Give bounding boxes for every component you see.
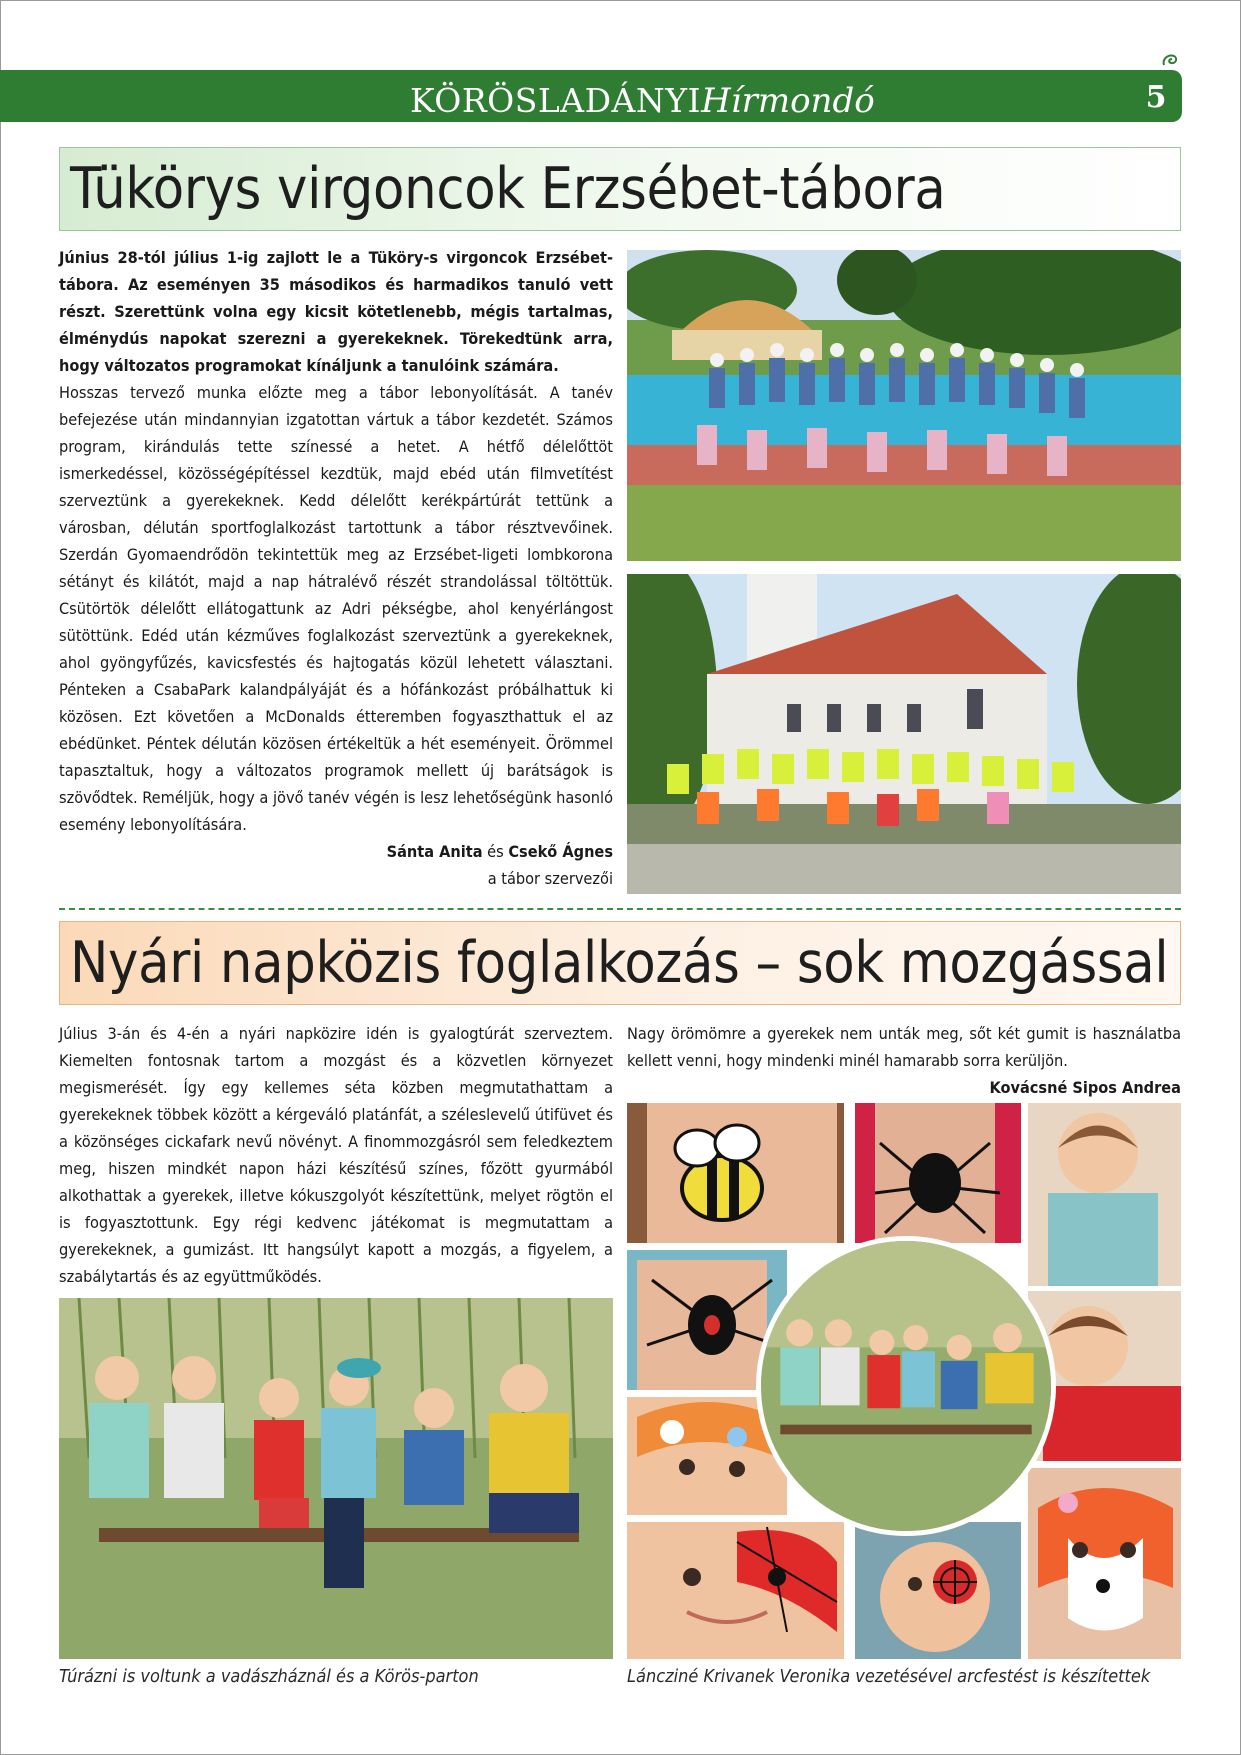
section-divider: [59, 908, 1181, 910]
article1-lead: Június 28-tól július 1-ig zajlott le a Tüköry-s virgoncok Erzsébet-tábora. Az eseményen 35 másodikos és harmadikos tanuló vett részt. Szerettünk volna egy kicsit kötetlenebb, mégis tartalmas, élménydús napokat szerezni a gyerekeknek. Törekedtünk arra, hogy változatos programokat kínáljunk a tanulóink számára.: [59, 248, 613, 375]
article2-signature: [627, 1074, 1181, 1101]
article1-text: [59, 244, 613, 892]
article2-body-right: Nagy örömömre a gyerekek nem unták meg, sőt két gumit is használatba kellett venni, hogy mindenki minél hamarabb sorra kerüljön.: [627, 1024, 1181, 1070]
article2-text-right: [627, 1020, 1181, 1101]
photo-spiderweb-eye: [855, 1522, 1021, 1659]
photo-pool-group: [627, 250, 1181, 561]
author-joiner: és: [482, 842, 509, 861]
article1-signature: [59, 838, 613, 865]
photo-church-group: [627, 574, 1181, 894]
masthead: [410, 80, 875, 122]
photo-spider-arm: [855, 1103, 1021, 1243]
photo-children-circle: [756, 1236, 1056, 1536]
author-cseko-agnes: Csekő Ágnes: [508, 842, 613, 861]
photo-boy-smiling: [1028, 1103, 1181, 1286]
caption-face-painting: Láncziné Krivanek Veronika vezetésével arcfestést is készítettek: [627, 1666, 1151, 1687]
photo-bee-arm: [627, 1103, 844, 1243]
article1-title: Tükörys virgoncok Erzsébet-tábora: [70, 156, 946, 222]
article1-body: Hosszas tervező munka előzte meg a tábor lebonyolítását. A tanév befejezése után mindannyian izgatottan vártuk a tábor kezdetét. Számos program, kirándulás tette színessé a hetet. A hétfő délelőttöt ismerkedéssel, közösségépítéssel kezdtük, majd ebéd után filmvetítést szerveztünk a gyerekeknek. Kedd délelőtt kerékpártúrát tettünk a városban, délután sportfoglalkozást tartottunk a tábor résztvevőinek. Szerdán Gyomaendrődön tekintettük meg az Erzsébet-ligeti lombkorona sétányt és kilátót, majd a nap hátralévő részét strandolással töltöttük. Csütörtök délelőtt ellátogattunk az Adri pékségbe, ahol kenyérlángost sütöttünk. Edéd után kézműves foglalkozást szerveztünk a gyerekeknek, ahol gyöngyfűzés, kavicsfestés és hajtogatás közül lehetett választani. Pénteken a CsabaPark kalandpályáját és a hófánkozást próbálhattuk ki közösen. Ezt követően a McDonalds étteremben fogyaszthattuk el az ebédünket. Péntek délután közösen értékeltük a hét eseményeit. Örömmel tapasztaltuk, hogy a változatos programok mellett új barátságok is szövődtek. Reméljük, hogy a jövő tanév végén is lesz lehetőségünk hasonló esemény lebonyolítására.: [59, 383, 613, 834]
caption-hike: Túrázni is voltunk a vadászháznál és a Körös-parton: [59, 1666, 479, 1687]
headline-box-article1: [59, 147, 1181, 231]
masthead-script: Hírmondó: [701, 81, 875, 121]
headline-box-article2: [59, 921, 1181, 1005]
face-painting-collage: [627, 1103, 1181, 1659]
photo-fox-face: [1028, 1468, 1181, 1659]
article1-author-role: a tábor szervezői: [487, 869, 613, 888]
author-kovacsne-sipos-andrea: Kovácsné Sipos Andrea: [989, 1078, 1181, 1097]
article2-title: Nyári napközis foglalkozás – sok mozgással: [70, 930, 1169, 996]
photo-children-bench: [59, 1298, 613, 1659]
article2-text-left: Július 3-án és 4-én a nyári napközire idén is gyalogtúrát szerveztem. Kiemelten fontosnak tartom a mozgást és a közvetlen környezet megismerését. Így egy kellemes séta közben megmutathattam a gyerekeknek többek között a kérgeváló platánfát, a széleslevelű útifüvet és a közönséges cickafark nevű növényt. A finommozgásról sem feledkeztem meg, hiszen mindkét napon házi készítésű színes, főzött gyurmából alkothattak a gyerekek, illetve kókuszgolyót készítettünk, melyet rögtön el is fogyasztottunk. Egy régi kedvenc játékomat is megmutattam a gyerekeknek, a gumizást. Itt hangsúlyt kapott a mozgás, a figyelem, a szabálytartás és az együttműködés.: [59, 1024, 613, 1286]
masthead-main: KÖRÖSLADÁNYI: [410, 81, 702, 120]
swirl-ornament-icon: [1160, 52, 1180, 70]
page-number: 5: [1145, 80, 1167, 115]
photo-spiderman-face: [627, 1522, 844, 1659]
author-sante-anita: Sánta Anita: [386, 842, 483, 861]
